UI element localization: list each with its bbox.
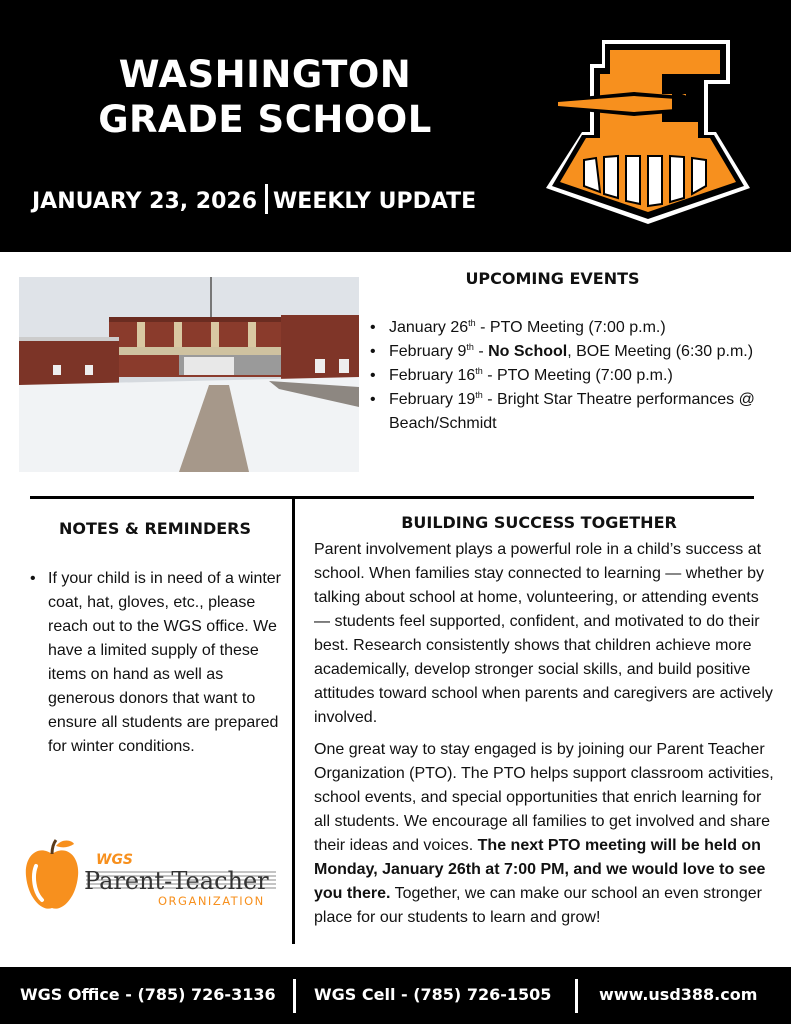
school-e-logo: [544, 36, 754, 226]
upcoming-events-list: [370, 316, 770, 436]
event-date: February 19: [389, 391, 476, 408]
event-item: [370, 364, 770, 388]
event-date: January 26: [389, 319, 469, 336]
building-success-heading: BUILDING SUCCESS TOGETHER: [401, 513, 677, 532]
event-item: [370, 340, 770, 364]
pto-logo-parent-teacher: Parent-Teacher: [84, 867, 269, 895]
section-divider-vertical: [292, 499, 295, 944]
pto-logo-organization: ORGANIZATION: [158, 894, 265, 908]
website-link[interactable]: www.usd388.com: [599, 985, 758, 1004]
event-description: - PTO Meeting (7:00 p.m.): [475, 319, 666, 336]
apple-icon: [26, 840, 78, 909]
note-item: • If your child is in need of a winter coat, hat, gloves, etc., please reach out to the WGS office. We have a limited supply of these items on hand as well as generous donors that want to ensure all students are prepared for winter conditions.: [30, 567, 286, 759]
article-paragraph-2: [314, 738, 776, 930]
office-phone[interactable]: WGS Office - (785) 726-3136: [20, 985, 276, 1004]
event-item: [370, 388, 770, 436]
contact-footer: [0, 967, 791, 1024]
event-description: - PTO Meeting (7:00 p.m.): [482, 367, 673, 384]
notes-reminders-heading: NOTES & REMINDERS: [58, 519, 252, 538]
pto-logo-wgs: WGS: [96, 852, 134, 868]
newsletter-subtitle: WEEKLY UPDATE: [273, 189, 477, 214]
notes-list: [30, 567, 286, 759]
section-divider-horizontal: [30, 496, 754, 499]
event-date-suffix: th: [475, 390, 483, 400]
event-item: [370, 316, 770, 340]
event-description: -: [473, 343, 489, 360]
event-description: - Bright Star Theatre performances @ Beach/Schmidt: [389, 391, 755, 432]
pto-logo: [22, 836, 280, 916]
cell-phone[interactable]: WGS Cell - (785) 726-1505: [314, 985, 552, 1004]
article-paragraph-1: Parent involvement plays a powerful role in a child’s success at school. When families stay connected to learning — whether by talking about school at home, volunteering, or attending events — students feel supported, confident, and motivated to do their best. Research consistently shows that children achieve more academically, develop stronger social skills, and build positive attitudes toward school when parents and caregivers are actively involved.: [314, 541, 773, 726]
footer-separator: [293, 979, 296, 1013]
event-date-suffix: th: [466, 342, 474, 352]
newsletter-date: JANUARY 23, 2026: [32, 189, 258, 214]
title-separator: [265, 184, 268, 214]
article-paragraph-2-closing: Together, we can make our school an even stronger place for our students to learn and grow!: [314, 885, 762, 926]
event-date-suffix: th: [475, 366, 483, 376]
event-highlight: No School: [488, 343, 568, 360]
school-building-photo: [19, 277, 359, 472]
event-date: February 16: [389, 367, 476, 384]
footer-separator: [575, 979, 578, 1013]
upcoming-events-heading: UPCOMING EVENTS: [465, 269, 640, 288]
school-title-line2: GRADE SCHOOL: [98, 98, 432, 141]
newsletter-date-line: [32, 184, 476, 218]
event-description-continued: , BOE Meeting (6:30 p.m.): [567, 343, 754, 360]
event-date: February 9: [389, 343, 467, 360]
pto-meeting-callout: The next PTO meeting will be held on Monday, January 26th at 7:00 PM, and we would love to see you there.: [314, 837, 766, 902]
event-date-suffix: th: [468, 318, 476, 328]
school-title: [60, 52, 470, 142]
school-title-line1: WASHINGTON: [118, 53, 412, 96]
article-paragraph-2-text: One great way to stay engaged is by joining our Parent Teacher Organization (PTO). The PTO helps support classroom activities, school events, and special opportunities that enrich learning for all students. We encourage all families to get involved and share their ideas and voices.: [314, 741, 774, 854]
header-banner: [0, 0, 791, 252]
building-success-article: [314, 538, 776, 938]
